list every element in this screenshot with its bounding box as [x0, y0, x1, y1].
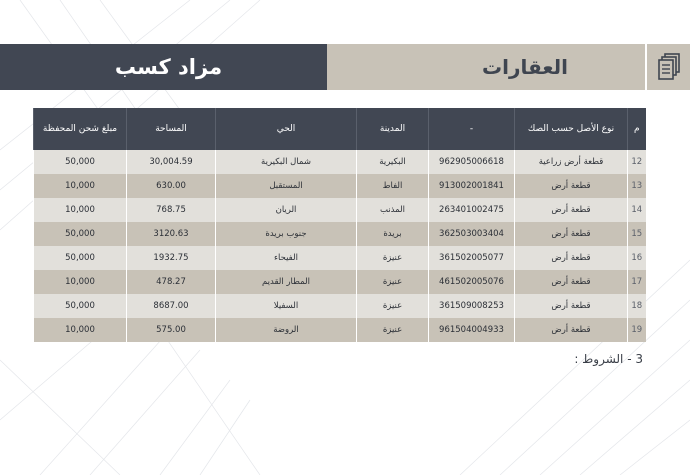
column-header-city: المدينة — [357, 108, 429, 150]
auction-title: مزاد كسب — [114, 55, 223, 79]
terms-heading: 3 - الشروط : — [574, 352, 643, 366]
column-header-index: م — [628, 108, 646, 150]
cell-index: 15 — [628, 222, 646, 246]
cell-wallet-amount: 50,000 — [34, 150, 127, 174]
cell-deed-number: 263401002475 — [429, 198, 515, 222]
cell-asset-type: قطعة أرض — [515, 222, 628, 246]
section-title-panel — [327, 44, 645, 90]
cell-city: عنيزة — [357, 294, 429, 318]
cell-deed-number: 361502005077 — [429, 246, 515, 270]
cell-index: 13 — [628, 174, 646, 198]
cell-city: البكيرية — [357, 150, 429, 174]
cell-deed-number: 962905006618 — [429, 150, 515, 174]
table-row — [34, 270, 646, 294]
cell-deed-number: 362503003404 — [429, 222, 515, 246]
cell-wallet-amount: 10,000 — [34, 174, 127, 198]
document-stack-icon — [647, 44, 690, 90]
cell-index: 12 — [628, 150, 646, 174]
column-header-district: الحي — [216, 108, 357, 150]
cell-area: 8687.00 — [127, 294, 216, 318]
cell-index: 16 — [628, 246, 646, 270]
cell-area: 768.75 — [127, 198, 216, 222]
cell-wallet-amount: 50,000 — [34, 222, 127, 246]
properties-table — [33, 108, 646, 342]
auction-title-panel — [0, 44, 327, 90]
cell-area: 1932.75 — [127, 246, 216, 270]
cell-deed-number: 913002001841 — [429, 174, 515, 198]
cell-district: شمال البكيرية — [216, 150, 357, 174]
cell-index: 18 — [628, 294, 646, 318]
cell-district: المستقبل — [216, 174, 357, 198]
cell-city: عنيزة — [357, 246, 429, 270]
column-header-asset-type: نوع الأصل حسب الصك — [515, 108, 628, 150]
cell-asset-type: قطعة أرض — [515, 198, 628, 222]
cell-index: 14 — [628, 198, 646, 222]
cell-city: بريدة — [357, 222, 429, 246]
cell-deed-number: 961504004933 — [429, 318, 515, 342]
column-header-area: المساحة — [127, 108, 216, 150]
table-row — [34, 174, 646, 198]
cell-deed-number: 361509008253 — [429, 294, 515, 318]
cell-asset-type: قطعة أرض — [515, 174, 628, 198]
cell-city: عنيزة — [357, 318, 429, 342]
cell-area: 478.27 — [127, 270, 216, 294]
cell-asset-type: قطعة أرض — [515, 294, 628, 318]
cell-wallet-amount: 50,000 — [34, 294, 127, 318]
cell-area: 630.00 — [127, 174, 216, 198]
cell-wallet-amount: 10,000 — [34, 198, 127, 222]
cell-city: المذنب — [357, 198, 429, 222]
cell-city: عنيزة — [357, 270, 429, 294]
cell-city: الفاط — [357, 174, 429, 198]
table-header-row — [34, 108, 646, 150]
cell-wallet-amount: 50,000 — [34, 246, 127, 270]
cell-district: السفيلا — [216, 294, 357, 318]
cell-district: الروضة — [216, 318, 357, 342]
table-row — [34, 318, 646, 342]
table-row — [34, 198, 646, 222]
section-title: العقارات — [481, 55, 569, 79]
column-header-deed-number: - — [429, 108, 515, 150]
cell-district: الفيحاء — [216, 246, 357, 270]
table-row — [34, 222, 646, 246]
table-row — [34, 150, 646, 174]
cell-wallet-amount: 10,000 — [34, 270, 127, 294]
cell-area: 30,004.59 — [127, 150, 216, 174]
cell-deed-number: 461502005076 — [429, 270, 515, 294]
table-row — [34, 246, 646, 270]
cell-index: 19 — [628, 318, 646, 342]
cell-asset-type: قطعة أرض زراعية — [515, 150, 628, 174]
cell-area: 575.00 — [127, 318, 216, 342]
column-header-wallet-amount: مبلغ شحن المحفظة — [34, 108, 127, 150]
cell-area: 3120.63 — [127, 222, 216, 246]
cell-district: المطار القديم — [216, 270, 357, 294]
cell-asset-type: قطعة أرض — [515, 246, 628, 270]
table-row — [34, 294, 646, 318]
cell-district: جنوب بريدة — [216, 222, 357, 246]
cell-asset-type: قطعة أرض — [515, 270, 628, 294]
title-band — [0, 44, 690, 90]
cell-district: الريان — [216, 198, 357, 222]
cell-wallet-amount: 10,000 — [34, 318, 127, 342]
cell-index: 17 — [628, 270, 646, 294]
cell-asset-type: قطعة أرض — [515, 318, 628, 342]
